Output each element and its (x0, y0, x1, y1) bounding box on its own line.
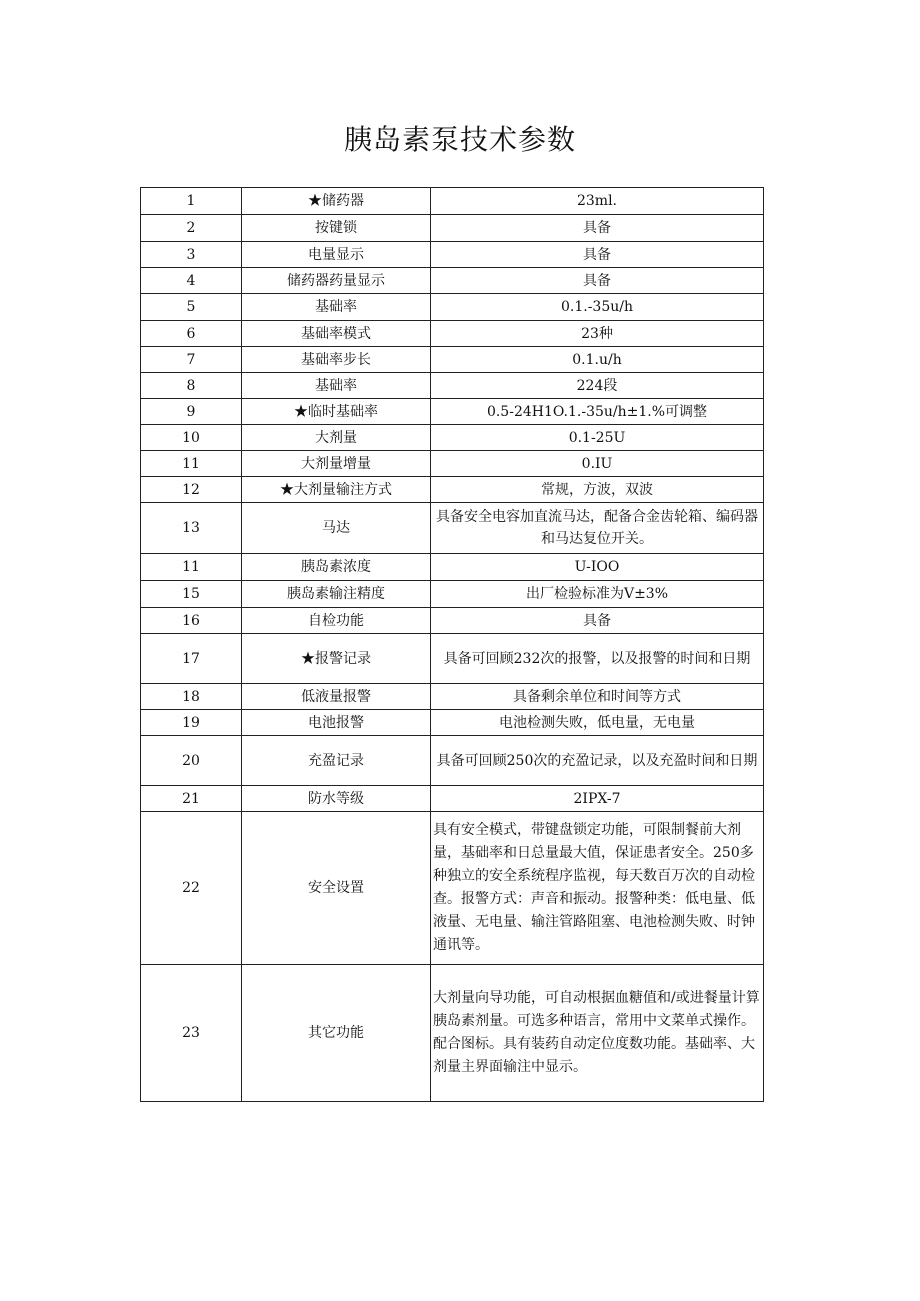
row-number: 21 (141, 786, 242, 812)
table-row (141, 321, 764, 347)
row-value: 23种 (431, 321, 764, 347)
row-number: 1 (141, 188, 242, 215)
spec-table (140, 187, 764, 1102)
row-item: 电池报警 (242, 710, 431, 736)
row-number: 20 (141, 736, 242, 786)
row-item: 低液量报警 (242, 684, 431, 710)
table-row (141, 451, 764, 477)
row-item: 安全设置 (242, 812, 431, 965)
row-number: 17 (141, 634, 242, 684)
row-value: 常规，方波，双波 (431, 477, 764, 503)
row-item: 大剂量 (242, 425, 431, 451)
row-item: 其它功能 (242, 965, 431, 1102)
row-item: 电量显示 (242, 242, 431, 268)
table-row (141, 373, 764, 399)
row-value: 具备可回顾250次的充盈记录，以及充盈时间和日期 (431, 736, 764, 786)
table-row (141, 710, 764, 736)
row-number: 12 (141, 477, 242, 503)
row-value: 具有安全模式，带键盘锁定功能，可限制餐前大剂量，基础率和日总量最大值，保证患者安全。250多种独立的安全系统程序监视，每天数百万次的自动检查。报警方式：声音和振动。报警种类：低电量、低液量、无电量、输注管路阻塞、电池检测失败、时钟通讯等。 (431, 812, 764, 965)
row-item: 基础率模式 (242, 321, 431, 347)
row-item: 胰岛素输注精度 (242, 581, 431, 608)
row-number: 18 (141, 684, 242, 710)
table-row (141, 554, 764, 581)
table-row (141, 268, 764, 294)
row-number: 9 (141, 399, 242, 425)
row-item: 储药器药量显示 (242, 268, 431, 294)
row-value: 大剂量向导功能，可自动根据血糖值和/或进餐量计算胰岛素剂量。可选多种语言，常用中文菜单式操作。配合图标。具有装药自动定位度数功能。基础率、大剂量主界面输注中显示。 (431, 965, 764, 1102)
row-number: 4 (141, 268, 242, 294)
row-value: 具备可回顾232次的报警，以及报警的时间和日期 (431, 634, 764, 684)
row-item: 马达 (242, 503, 431, 554)
table-row (141, 399, 764, 425)
row-number: 11 (141, 554, 242, 581)
row-value: 2IPX-7 (431, 786, 764, 812)
row-item: 胰岛素浓度 (242, 554, 431, 581)
table-row (141, 736, 764, 786)
row-value: 0.1.-35u/h (431, 294, 764, 321)
row-item: ★报警记录 (242, 634, 431, 684)
table-row (141, 477, 764, 503)
table-row (141, 812, 764, 965)
row-number: 23 (141, 965, 242, 1102)
row-number: 3 (141, 242, 242, 268)
row-value: 具备安全电容加直流马达，配备合金齿轮箱、编码器和马达复位开关。 (431, 503, 764, 554)
row-number: 7 (141, 347, 242, 373)
row-number: 2 (141, 215, 242, 242)
table-row (141, 634, 764, 684)
row-item: ★储药器 (242, 188, 431, 215)
row-number: 11 (141, 451, 242, 477)
row-value: 具备 (431, 608, 764, 634)
row-value: 具备 (431, 268, 764, 294)
page-title: 胰岛素泵技术参数 (343, 123, 576, 156)
table-row (141, 188, 764, 215)
row-number: 15 (141, 581, 242, 608)
row-value: U-IOO (431, 554, 764, 581)
row-value: 23ml. (431, 188, 764, 215)
row-value: 具备 (431, 242, 764, 268)
row-number: 13 (141, 503, 242, 554)
table-row (141, 242, 764, 268)
row-item: 基础率 (242, 294, 431, 321)
row-value: 出厂检验标准为V±3% (431, 581, 764, 608)
row-item: ★大剂量输注方式 (242, 477, 431, 503)
table-row (141, 503, 764, 554)
table-row (141, 294, 764, 321)
row-value: 0.5-24H1O.1.-35u/h±1.%可调整 (431, 399, 764, 425)
table-row (141, 965, 764, 1102)
table-row (141, 215, 764, 242)
row-number: 22 (141, 812, 242, 965)
row-value: 0.IU (431, 451, 764, 477)
table-row (141, 786, 764, 812)
row-number: 16 (141, 608, 242, 634)
row-item: 大剂量增量 (242, 451, 431, 477)
row-value: 具备 (431, 215, 764, 242)
row-value: 0.1.u/h (431, 347, 764, 373)
row-item: 按键锁 (242, 215, 431, 242)
row-item: 基础率步长 (242, 347, 431, 373)
table-row (141, 608, 764, 634)
row-number: 8 (141, 373, 242, 399)
row-value: 具备剩余单位和时间等方式 (431, 684, 764, 710)
table-row (141, 425, 764, 451)
table-row (141, 684, 764, 710)
table-row (141, 347, 764, 373)
row-number: 5 (141, 294, 242, 321)
row-number: 10 (141, 425, 242, 451)
row-value: 0.1-25U (431, 425, 764, 451)
row-number: 19 (141, 710, 242, 736)
row-value: 电池检测失败，低电量，无电量 (431, 710, 764, 736)
row-item: 自检功能 (242, 608, 431, 634)
row-item: 充盈记录 (242, 736, 431, 786)
row-number: 6 (141, 321, 242, 347)
row-value: 224段 (431, 373, 764, 399)
table-row (141, 581, 764, 608)
row-item: 基础率 (242, 373, 431, 399)
row-item: 防水等级 (242, 786, 431, 812)
row-item: ★临时基础率 (242, 399, 431, 425)
